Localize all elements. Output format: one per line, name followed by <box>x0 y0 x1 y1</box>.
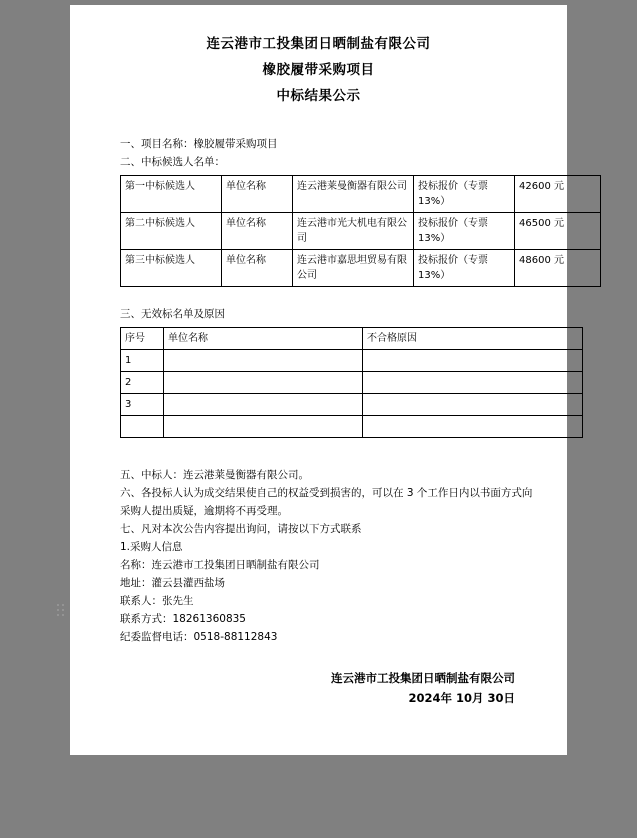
invalid-cell-reason <box>363 416 583 438</box>
candidates-heading: 二、中标候选人名单： <box>120 156 225 168</box>
candidate-price-label: 投标报价（专票13%） <box>414 250 515 287</box>
notice-paragraph: 纪委监督电话：0518-88112843 <box>120 631 278 643</box>
invalid-cell-unit <box>164 350 363 372</box>
candidates-table <box>120 175 601 287</box>
notice-paragraph: 名称：连云港市工投集团日晒制盐有限公司 <box>120 559 320 571</box>
notice-paragraph: 地址：灌云县灌西盐场 <box>120 577 225 589</box>
notice-paragraph: 七、凡对本次公告内容提出询问，请按以下方式联系 <box>120 523 362 535</box>
signature-company: 连云港市工投集团日晒制盐有限公司 <box>331 671 515 685</box>
invalid-cell-index: 2 <box>121 372 164 394</box>
table-row <box>121 213 601 250</box>
document-title-line-1: 连云港市工投集团日晒制盐有限公司 <box>206 36 431 52</box>
invalid-cell-unit <box>164 394 363 416</box>
table-row <box>121 372 583 394</box>
notice-paragraph: 五、中标人：连云港莱曼衡器有限公司。 <box>120 469 309 481</box>
invalid-header-reason: 不合格原因 <box>363 328 583 350</box>
notice-paragraph: 联系人：张先生 <box>120 595 194 607</box>
invalid-heading-line: 三、无效标名单及原因 <box>120 308 225 320</box>
table-row <box>121 394 583 416</box>
table-header-row <box>121 328 583 350</box>
candidate-price: 42600 元 <box>515 176 601 213</box>
document-page <box>70 5 567 755</box>
invalid-header-index: 序号 <box>121 328 164 350</box>
signature-block <box>100 668 537 708</box>
candidate-unit-name: 连云港市光大机电有限公司 <box>293 213 414 250</box>
candidate-price-label: 投标报价（专票13%） <box>414 213 515 250</box>
table-row <box>121 176 601 213</box>
candidate-rank: 第三中标候选人 <box>121 250 222 287</box>
invalid-cell-reason <box>363 372 583 394</box>
candidate-unit-label: 单位名称 <box>222 213 293 250</box>
document-title-line-3: 中标结果公示 <box>276 88 361 104</box>
spacer <box>100 291 537 305</box>
invalid-cell-index: 1 <box>121 350 164 372</box>
table-row <box>121 250 601 287</box>
candidate-price-label: 投标报价（专票13%） <box>414 176 515 213</box>
section-invalid-heading <box>100 305 537 323</box>
document-title-line-2: 橡胶履带采购项目 <box>262 62 375 78</box>
invalid-header-unit: 单位名称 <box>164 328 363 350</box>
table-row <box>121 350 583 372</box>
spacer <box>100 456 537 466</box>
notice-paragraph: 六、各投标人认为成交结果使自己的权益受到损害的，可以在 3 个工作日内以书面方式向采购人提出质疑，逾期将不再受理。 <box>120 487 533 517</box>
candidate-price: 46500 元 <box>515 213 601 250</box>
invalid-cell-reason <box>363 394 583 416</box>
signature-date: 2024年 10月 30日 <box>408 691 515 705</box>
document-title-block <box>100 31 537 109</box>
candidate-unit-name: 连云港市嘉思坦贸易有限公司 <box>293 250 414 287</box>
section-project-name <box>100 135 537 171</box>
spacer <box>100 442 537 456</box>
invalid-cell-unit <box>164 416 363 438</box>
drag-handle-icon[interactable] <box>57 604 66 618</box>
notice-paragraph: 联系方式：18261360835 <box>120 613 246 625</box>
candidate-unit-label: 单位名称 <box>222 250 293 287</box>
candidate-unit-name: 连云港莱曼衡器有限公司 <box>293 176 414 213</box>
invalid-cell-unit <box>164 372 363 394</box>
invalid-cell-index: 3 <box>121 394 164 416</box>
invalid-cell-index <box>121 416 164 438</box>
document-content <box>70 5 567 755</box>
candidate-rank: 第一中标候选人 <box>121 176 222 213</box>
table-row <box>121 416 583 438</box>
candidate-unit-label: 单位名称 <box>222 176 293 213</box>
notice-paragraph: 1.采购人信息 <box>120 541 183 553</box>
project-name-line: 一、项目名称：橡胶履带采购项目 <box>120 138 278 150</box>
candidate-rank: 第二中标候选人 <box>121 213 222 250</box>
invalid-bids-table <box>120 327 583 438</box>
candidate-price: 48600 元 <box>515 250 601 287</box>
invalid-cell-reason <box>363 350 583 372</box>
section-notices <box>100 466 537 646</box>
